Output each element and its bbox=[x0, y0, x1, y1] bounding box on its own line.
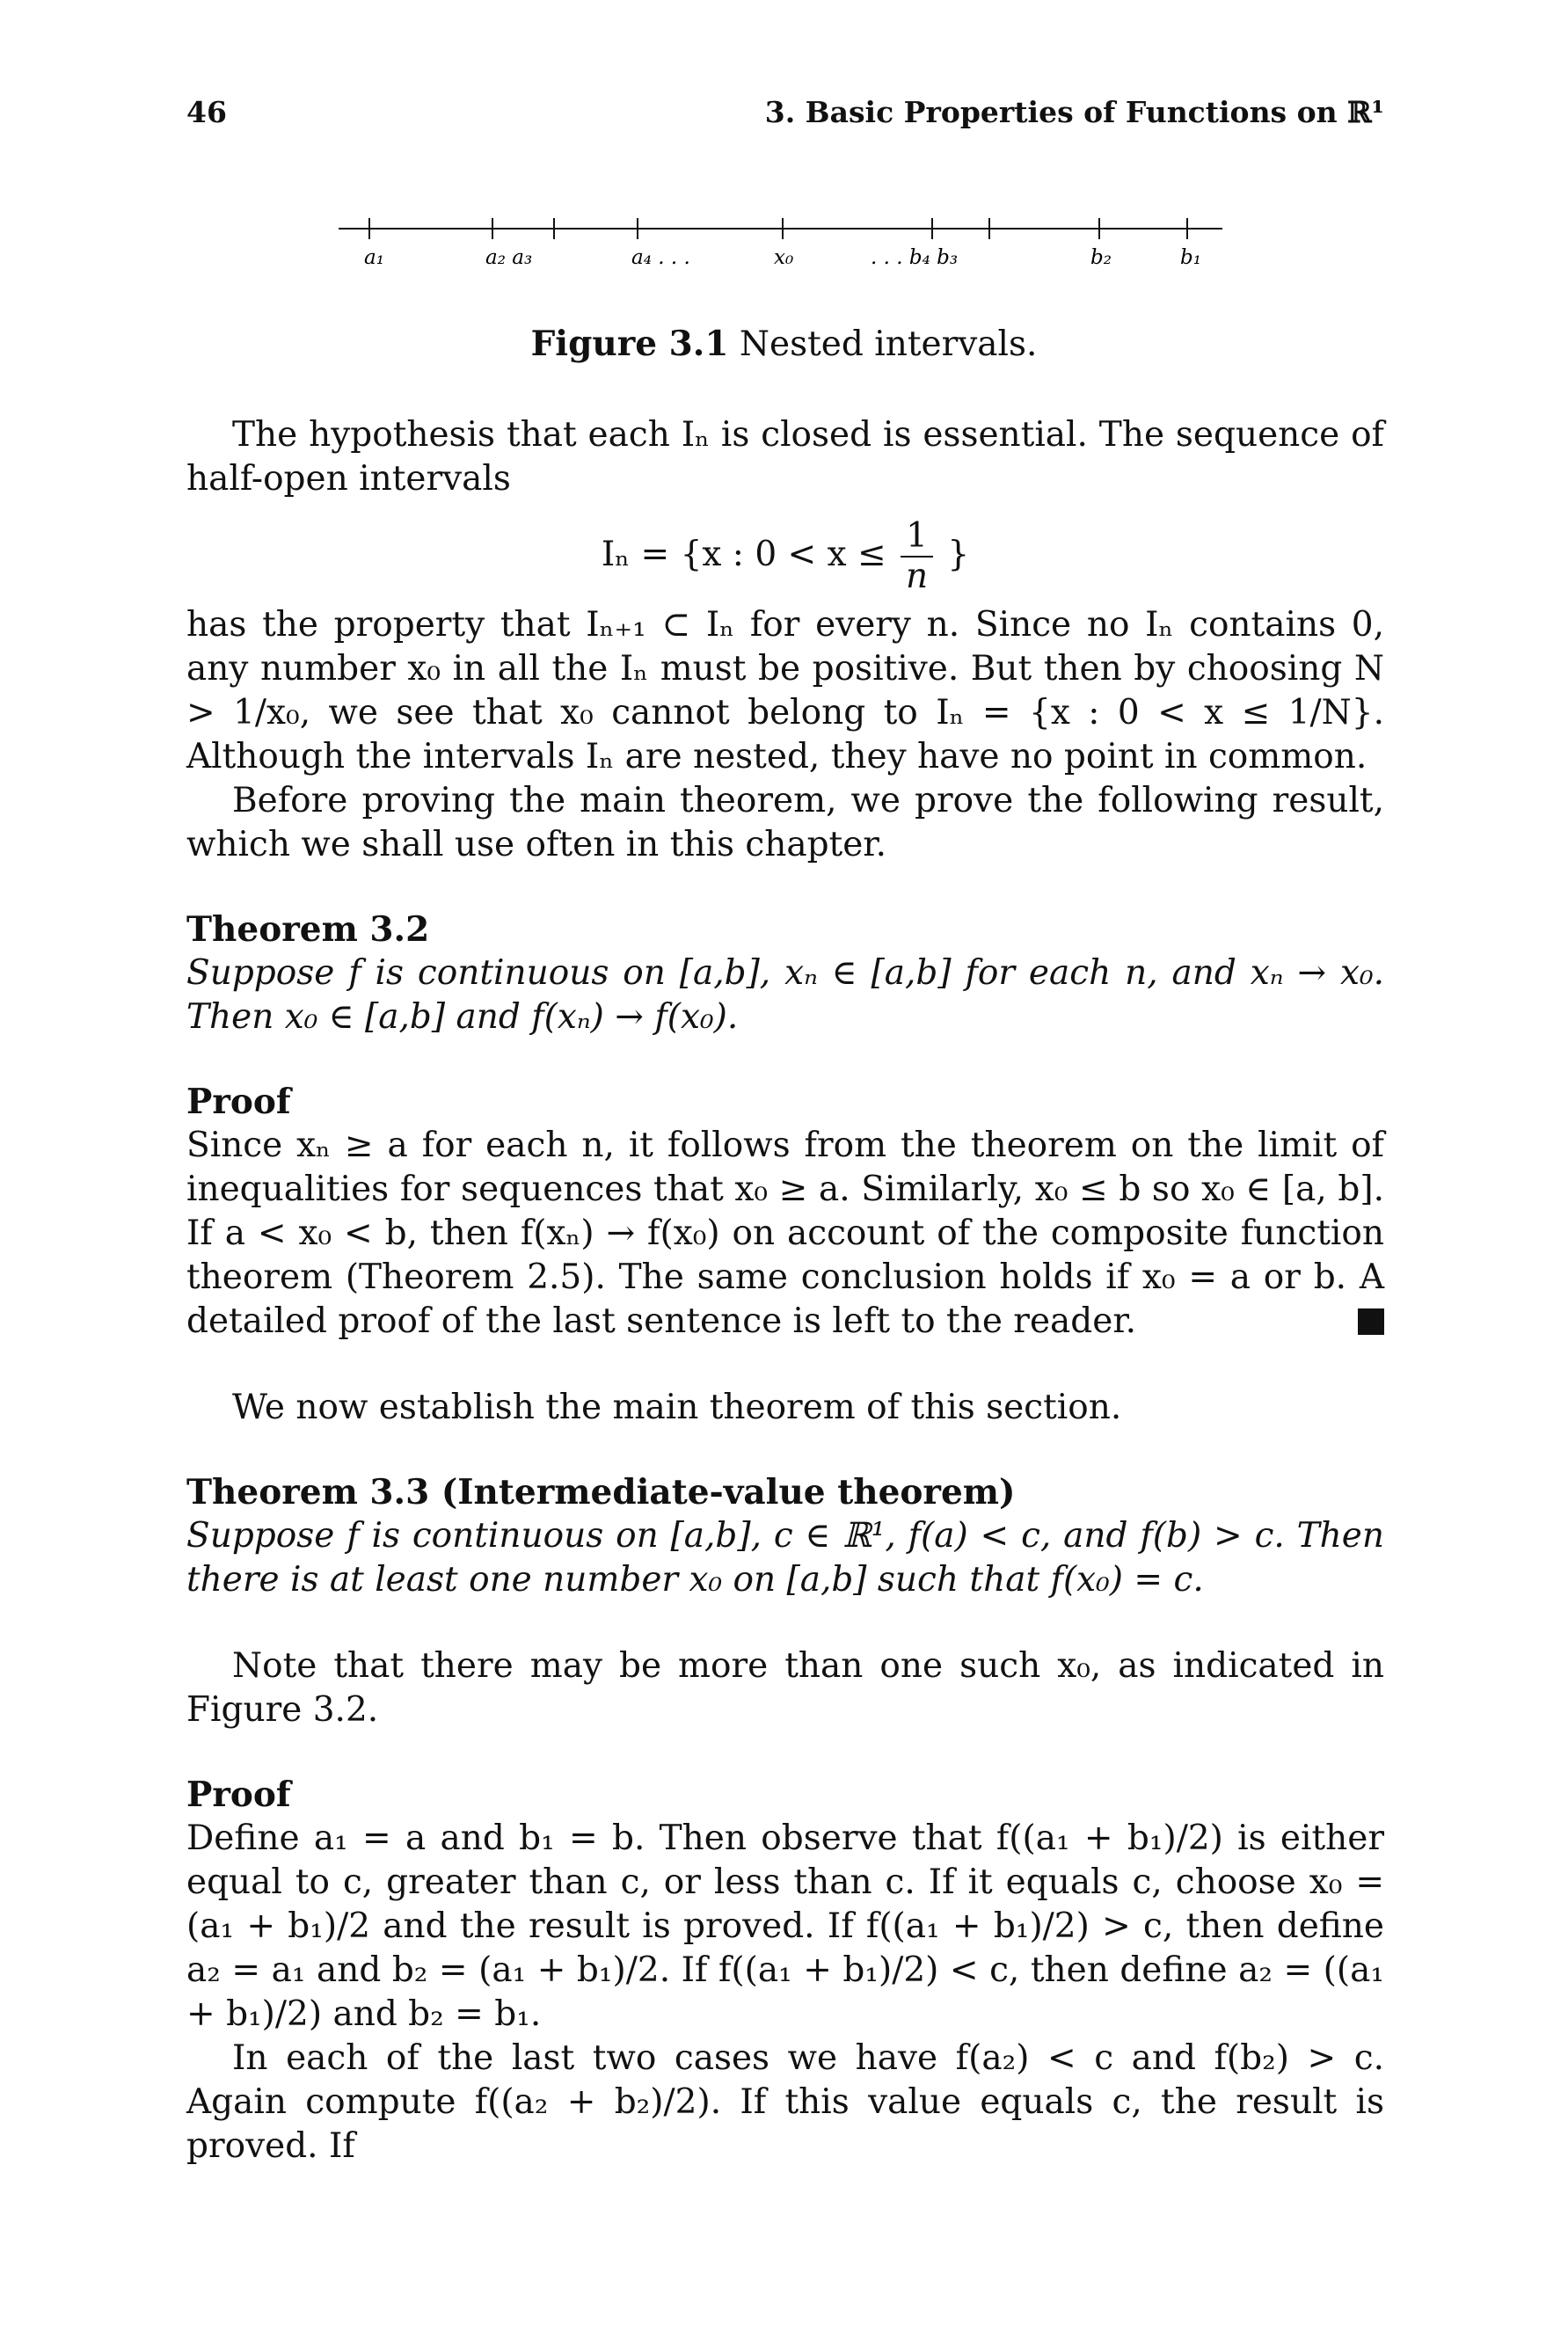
label-a4: a₄ . . . bbox=[631, 246, 690, 269]
label-a1: a₁ bbox=[364, 246, 384, 269]
running-head: 3. Basic Properties of Functions on ℝ¹ bbox=[764, 95, 1384, 129]
paragraph-note-figure-3-2: Note that there may be more than one such x₀, as indicated in Figure 3.2. bbox=[186, 1646, 1384, 1730]
fraction-denominator: n bbox=[905, 557, 929, 596]
number-line bbox=[334, 202, 1231, 281]
label-b1: b₁ bbox=[1180, 246, 1201, 269]
equation-left: Iₙ = {x : 0 < x ≤ bbox=[601, 535, 886, 574]
proof-1-text: Since xₙ ≥ a for each n, it follows from the theorem on the limit of inequalities for sequences that x₀ ≥ a. Similarly, x₀ ≤ b so x₀ ∈ [a, b]. If a < x₀ < b, then f(xₙ) → f(x₀) on account of the composite function theorem (Theorem 2.5). The same conclusion holds if x₀ = a or b. A detailed proof of the last sentence is left to the reader. bbox=[186, 1126, 1384, 1341]
proof-2-title: Proof bbox=[186, 1775, 291, 1815]
paragraph-main-theorem: We now establish the main theorem of this section. bbox=[232, 1388, 1122, 1427]
theorem-3-3-statement: Suppose f is continuous on [a,b], c ∈ ℝ¹, f(a) < c, and f(b) > c. Then there is at least one number x₀ on [a,b] such that f(x₀) = c. bbox=[186, 1516, 1384, 1600]
theorem-3-3-title: Theorem 3.3 (Intermediate-value theorem) bbox=[186, 1472, 1016, 1512]
equation-half-open-intervals bbox=[186, 517, 1384, 596]
label-b2: b₂ bbox=[1090, 246, 1112, 269]
label-b4-b3: . . . b₄ b₃ bbox=[871, 246, 959, 269]
paragraph-closed-hypothesis: The hypothesis that each Iₙ is closed is essential. The sequence of half-open intervals bbox=[186, 415, 1384, 499]
qed-square-icon bbox=[1358, 1308, 1384, 1335]
page-number: 46 bbox=[186, 95, 227, 129]
page-body bbox=[186, 413, 1384, 2168]
paragraph-property: has the property that Iₙ₊₁ ⊂ Iₙ for every n. Since no Iₙ contains 0, any number x₀ in all the Iₙ must be positive. But then by choosing N > 1/x₀, we see that x₀ cannot belong to Iₙ = {x : 0 < x ≤ 1/N}. Although the intervals Iₙ are nested, they have no point in common. bbox=[186, 605, 1384, 776]
figure-caption bbox=[0, 324, 1568, 364]
proof-1-body bbox=[186, 1124, 1384, 1344]
theorem-3-2-statement: Suppose f is continuous on [a,b], xₙ ∈ [a,b] for each n, and xₙ → x₀. Then x₀ ∈ [a,b] and f(xₙ) → f(x₀). bbox=[186, 953, 1384, 1037]
label-a2-a3: a₂ a₃ bbox=[485, 246, 533, 269]
label-x0: x₀ bbox=[774, 246, 794, 269]
page-header bbox=[186, 95, 1384, 148]
fraction-one-over-n bbox=[901, 517, 933, 596]
proof-2-text-continued: In each of the last two cases we have f(a₂) < c and f(b₂) > c. Again compute f((a₂ + b₂)/2). If this value equals c, the result is proved. If bbox=[186, 2038, 1384, 2166]
proof-2-text: Define a₁ = a and b₁ = b. Then observe that f((a₁ + b₁)/2) is either equal to c, greater than c, or less than c. If it equals c, choose x₀ = (a₁ + b₁)/2 and the result is proved. If f((a₁ + b₁)/2) > c, then define a₂ = a₁ and b₂ = (a₁ + b₁)/2. If f((a₁ + b₁)/2) < c, then define a₂ = ((a₁ + b₁)/2) and b₂ = b₁. bbox=[186, 1819, 1384, 2034]
caption-label: Figure 3.1 bbox=[530, 324, 729, 364]
equation-right: } bbox=[947, 535, 970, 574]
caption-text: Nested intervals. bbox=[728, 324, 1038, 364]
nested-intervals-figure bbox=[334, 202, 1231, 308]
paragraph-before-proving: Before proving the main theorem, we prove the following result, which we shall use often in this chapter. bbox=[186, 781, 1384, 864]
theorem-3-2-title: Theorem 3.2 bbox=[186, 909, 430, 950]
fraction-numerator: 1 bbox=[901, 517, 933, 558]
proof-1-title: Proof bbox=[186, 1082, 291, 1122]
